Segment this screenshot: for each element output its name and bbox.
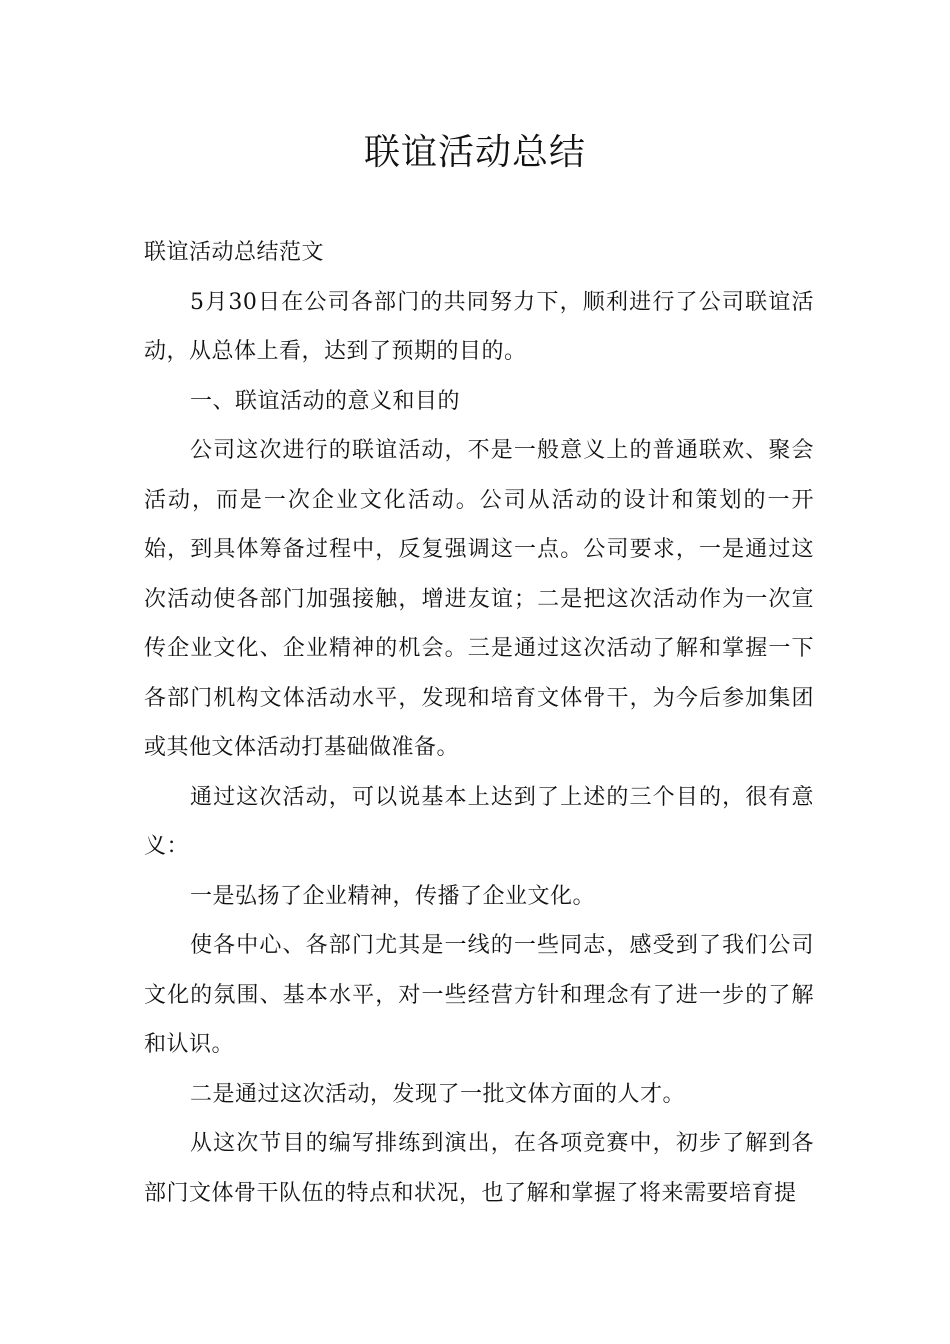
section-heading: 一、联谊活动的意义和目的 bbox=[190, 388, 461, 414]
body-paragraph: 5月30日在公司各部门的共同努力下，顺利进行了公司联谊活动，从总体上看，达到了预期的目的。 bbox=[144, 289, 814, 364]
body-paragraph: 通过这次活动，可以说基本上达到了上述的三个目的，很有意义： bbox=[144, 784, 814, 859]
body-paragraph: 一是弘扬了企业精神，传播了企业文化。 bbox=[190, 883, 596, 909]
body-paragraph: 二是通过这次活动，发现了一批文体方面的人才。 bbox=[190, 1081, 686, 1107]
subtitle-paragraph: 联谊活动总结范文 bbox=[144, 240, 325, 265]
body-paragraph: 公司这次进行的联谊活动，不是一般意义上的普通联欢、聚会活动，而是一次企业文化活动。公司从活动的设计和策划的一开始，到具体筹备过程中，反复强调这一点。公司要求，一是通过这次活动使各部门加强接触，增进友谊；二是把这次活动作为一次宣传企业文化、企业精神的机会。三是通过这次活动了解和掌握一下各部门机构文体活动水平，发现和培育文体骨干，为今后参加集团或其他文体活动打基础做准备。 bbox=[144, 438, 814, 760]
body-paragraph: 从这次节目的编写排练到演出，在各项竞赛中，初步了解到各部门文体骨干队伍的特点和状况，也了解和掌握了将来需要培育提 bbox=[144, 1131, 814, 1206]
document-title: 联谊活动总结 bbox=[363, 132, 586, 173]
body-paragraph: 使各中心、各部门尤其是一线的一些同志，感受到了我们公司文化的氛围、基本水平，对一些经营方针和理念有了进一步的了解和认识。 bbox=[144, 933, 814, 1057]
document-body bbox=[144, 228, 814, 1218]
